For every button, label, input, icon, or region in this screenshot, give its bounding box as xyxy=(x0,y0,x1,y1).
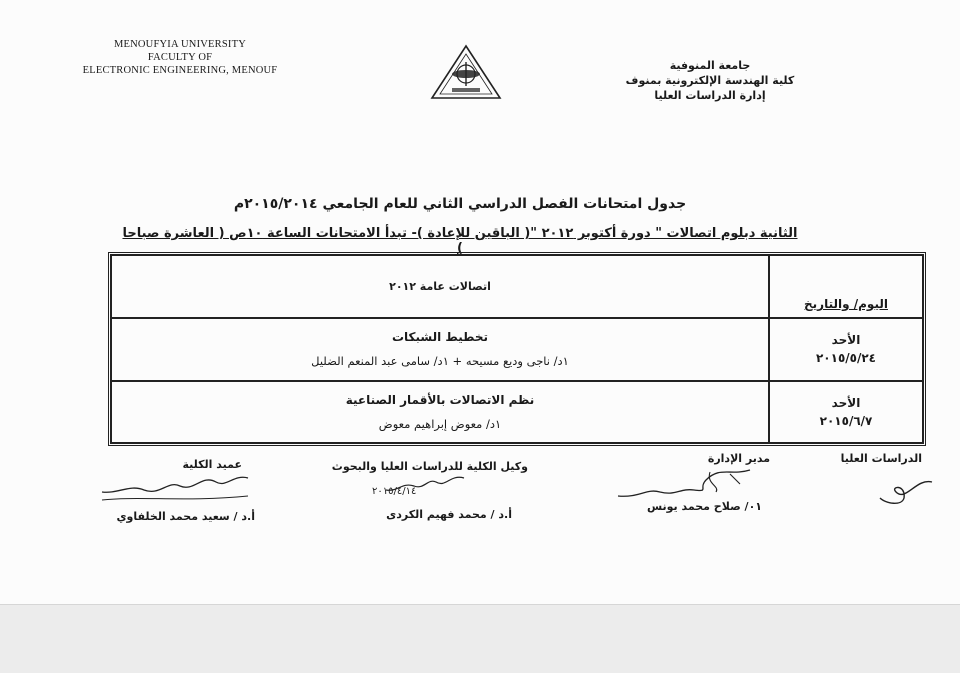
scan-margin xyxy=(0,604,960,673)
day-label: الأحد xyxy=(831,333,861,348)
header-day-date: اليوم/ والتاريخ xyxy=(769,255,923,318)
subject-name: تخطيط الشبكات xyxy=(391,330,489,345)
vice-dean-name: أ.د / محمد فهيم الكردى xyxy=(386,508,512,521)
header-program: اتصالات عامة ٢٠١٢ xyxy=(111,255,769,318)
subject-cell xyxy=(111,381,769,444)
arabic-header xyxy=(580,58,840,103)
date-label: ٢٠١٥/٦/٧ xyxy=(819,413,873,428)
schedule-subtitle: الثانية دبلوم اتصالات " دورة أكتوبر ٢٠١٢ "( الباقين للإعادة )- تبدأ الامتحانات الساعة ١٠ص ( العاشرة صباحا ) xyxy=(122,226,798,256)
table-row xyxy=(111,381,923,444)
dean-signature-icon xyxy=(98,470,258,506)
subject-cell xyxy=(111,318,769,381)
day-date-cell xyxy=(769,318,923,381)
table-header-row xyxy=(111,255,923,318)
professor-name: ١د/ ناجى وديع مسيحه + ١د/ سامى عبد المنعم الضليل xyxy=(311,354,569,369)
director-signature-icon xyxy=(610,462,760,504)
english-header-line: MENOUFYIA UNIVERSITY xyxy=(113,39,247,50)
arabic-header-line: إدارة الدراسات العليا xyxy=(654,89,766,102)
university-logo-icon xyxy=(430,44,502,100)
arabic-header-line: جامعة المنوفية xyxy=(669,59,751,72)
date-label: ٢٠١٥/٥/٢٤ xyxy=(815,351,877,366)
english-header-line: FACULTY OF xyxy=(147,52,213,63)
schedule-title: جدول امتحانات الفصل الدراسي الثاني للعام الجامعي ٢٠١٥/٢٠١٤م xyxy=(233,196,687,212)
director-name: ٠١/ صلاح محمد يونس xyxy=(646,500,762,513)
table-row xyxy=(111,318,923,381)
day-label: الأحد xyxy=(831,395,861,410)
english-header xyxy=(70,38,290,77)
exam-schedule-table xyxy=(108,252,926,446)
dean-name: أ.د / سعيد محمد الخلفاوي xyxy=(116,510,255,523)
vice-dean-date-stamp: ٢٠١٥/٤/١٤ xyxy=(372,486,417,497)
professor-name: ١د/ معوض إبراهيم معوض xyxy=(378,416,502,431)
director-title: مدير الإدارة xyxy=(707,452,770,465)
arabic-header-line: كلية الهندسة الإلكترونية بمنوف xyxy=(625,74,795,87)
vice-dean-title: وكيل الكلية للدراسات العليا والبحوث xyxy=(331,460,528,473)
subject-name: نظم الاتصالات بالأقمار الصناعية xyxy=(345,392,535,407)
postgrad-signature-icon xyxy=(876,472,936,512)
postgrad-office-title: الدراسات العليا xyxy=(840,452,922,465)
dean-title: عميد الكلية xyxy=(182,458,242,471)
english-header-line: ELECTRONIC ENGINEERING, MENOUF xyxy=(82,65,278,76)
day-date-cell xyxy=(769,381,923,444)
